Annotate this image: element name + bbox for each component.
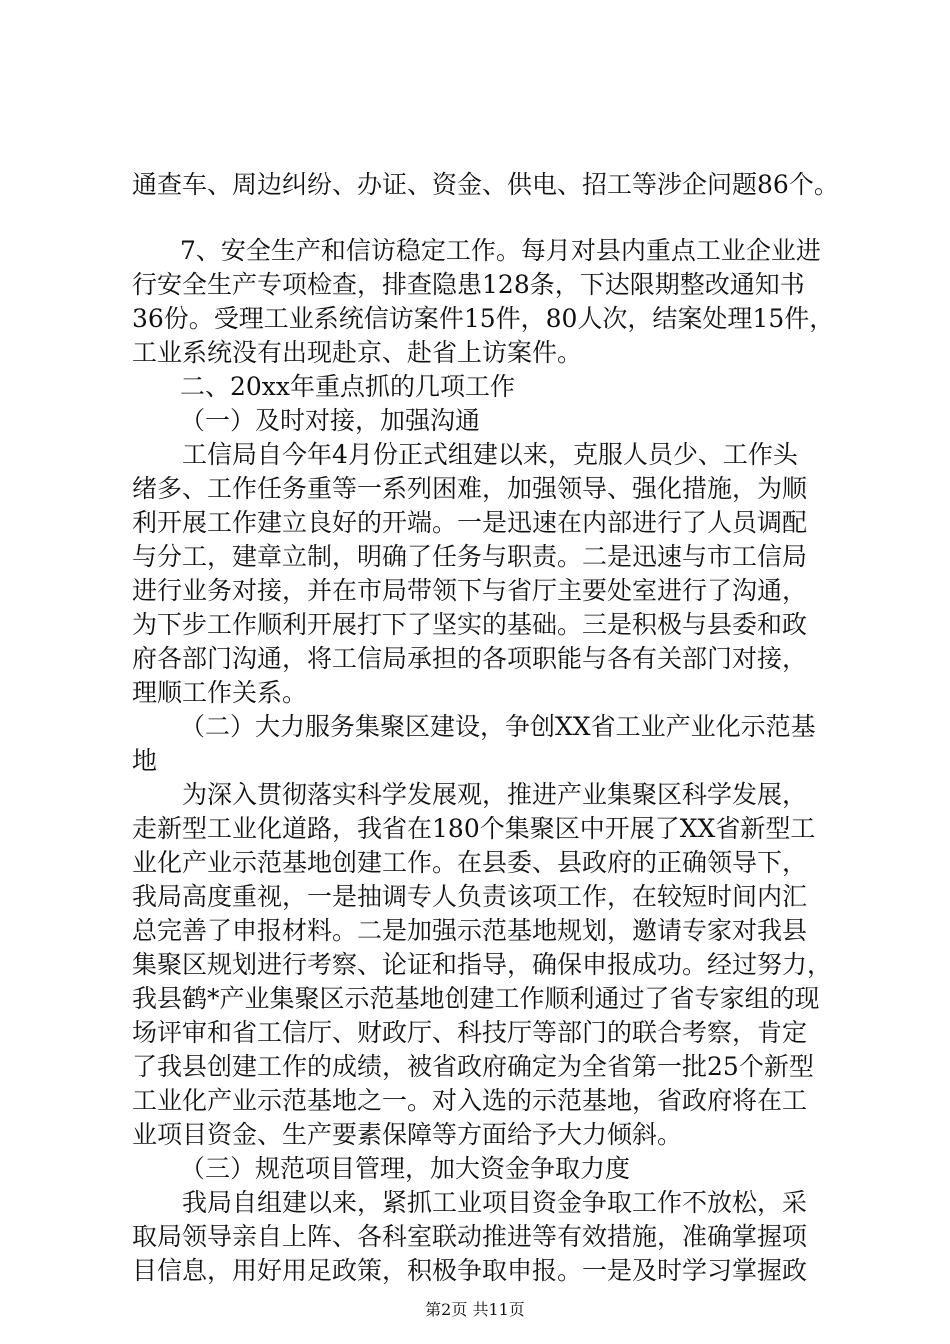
text-line: 绪多、工作任务重等一系列困难，加强领导、强化措施，为顺 (132, 474, 808, 503)
subsection-heading: （一）及时对接，加强沟通 (180, 406, 481, 435)
text-line: 行安全生产专项检查，排查隐患128条，下达限期整改通知书 (132, 270, 805, 299)
text-line: 通查车、周边纠纷、办证、资金、供电、招工等涉企问题86个。 (132, 170, 839, 199)
text-line: 为深入贯彻落实科学发展观，推进产业集聚区科学发展， (182, 780, 808, 809)
text-line: 目信息，用好用足政策，积极争取申报。一是及时学习掌握政 (132, 1256, 808, 1285)
text-line: 业化产业示范基地创建工作。在县委、县政府的正确领导下， (132, 848, 808, 877)
text-line: 工信局自今年4月份正式组建以来，克服人员少、工作头 (182, 440, 798, 469)
text-line: 取局领导亲自上阵、各科室联动推进等有效措施，准确掌握项 (132, 1222, 808, 1251)
text-line: 进行业务对接，并在市局带领下与省厅主要处室进行了沟通， (132, 576, 808, 605)
text-line: 工业系统没有出现赴京、赴省上访案件。 (132, 338, 583, 367)
text-line: 工业化产业示范基地之一。对入选的示范基地，省政府将在工 (132, 1086, 808, 1115)
text-line: 与分工，建章立制，明确了任务与职责。二是迅速与市工信局 (132, 542, 808, 571)
text-line: 我局高度重视，一是抽调专人负责该项工作，在较短时间内汇 (132, 882, 808, 911)
text-line: 集聚区规划进行考察、论证和指导，确保申报成功。经过努力， (132, 950, 833, 979)
text-line: 总完善了申报材料。二是加强示范基地规划，邀请专家对我县 (132, 916, 808, 945)
subsection-heading-continued: 地 (132, 746, 158, 775)
text-line: 业项目资金、生产要素保障等方面给予大力倾斜。 (132, 1120, 683, 1149)
text-line: 为下步工作顺利开展打下了坚实的基础。三是积极与县委和政 (132, 610, 808, 639)
section-heading: 二、20xx年重点抓的几项工作 (180, 372, 516, 401)
text-line: 走新型工业化道路，我省在180个集聚区中开展了XX省新型工 (132, 814, 816, 843)
text-line: 府各部门沟通，将工信局承担的各项职能与各有关部门对接， (132, 644, 808, 673)
text-line: 了我县创建工作的成绩，被省政府确定为全省第一批25个新型 (132, 1052, 814, 1081)
text-line: 36份。受理工业系统信访案件15件，80人次，结案处理15件， (132, 304, 835, 333)
page-number-footer: 第2页 共11页 (425, 1300, 525, 1319)
subsection-heading: （三）规范项目管理，加大资金争取力度 (180, 1154, 631, 1183)
text-line: 利开展工作建立良好的开端。一是迅速在内部进行了人员调配 (132, 508, 808, 537)
subsection-heading: （二）大力服务集聚区建设，争创XX省工业产业化示范基 (180, 712, 816, 741)
text-line: 我县鹤*产业集聚区示范基地创建工作顺利通过了省专家组的现 (132, 984, 820, 1013)
text-line: 我局自组建以来，紧抓工业项目资金争取工作不放松，采 (182, 1188, 808, 1217)
text-line: 场评审和省工信厅、财政厅、科技厅等部门的联合考察，肯定 (132, 1018, 808, 1047)
text-line: 理顺工作关系。 (132, 678, 308, 707)
text-line: 7、安全生产和信访稳定工作。每月对县内重点工业企业进 (180, 236, 821, 265)
